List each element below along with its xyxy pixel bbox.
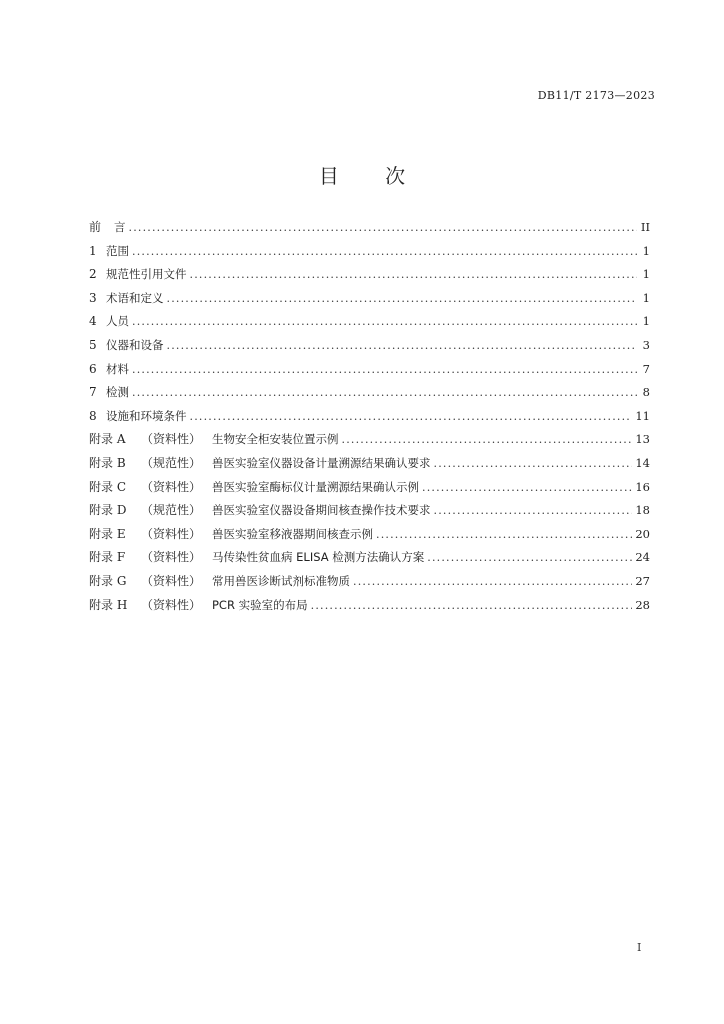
- toc-entry-category: （规范性）: [141, 503, 202, 518]
- toc-entry-category: （规范性）: [141, 455, 202, 470]
- toc-entry[interactable]: [89, 381, 650, 405]
- toc-entry[interactable]: [89, 452, 650, 476]
- toc-entry-number: 附录 F: [89, 550, 126, 565]
- page-number: I: [637, 941, 642, 954]
- toc-entry[interactable]: [89, 499, 650, 523]
- toc-entry-title: 兽医实验室移液器期间核查示例: [212, 526, 373, 541]
- toc-entry-page: 1: [642, 267, 650, 282]
- toc-entry-page: 16: [635, 479, 650, 494]
- toc-entry-title: 兽医实验室酶标仪计量溯源结果确认示例: [212, 479, 419, 494]
- toc-entry-number: 8: [89, 408, 97, 423]
- toc-entry-page: 8: [642, 385, 650, 400]
- toc-entry-page: 27: [635, 573, 650, 588]
- toc-dot-leader: [427, 546, 632, 570]
- toc-entry[interactable]: [89, 476, 650, 500]
- toc-dot-leader: [376, 523, 632, 547]
- toc-entry-title: 兽医实验室仪器设备计量溯源结果确认要求: [212, 455, 431, 470]
- toc-entry-number: 5: [89, 337, 97, 352]
- toc-entry[interactable]: [89, 523, 650, 547]
- toc-entry[interactable]: [89, 546, 650, 570]
- toc-dot-leader: [129, 216, 638, 240]
- toc-entry-number: 前: [89, 220, 102, 234]
- toc-entry-category: （资料性）: [141, 550, 202, 565]
- toc-entry[interactable]: [89, 594, 650, 618]
- toc-entry-page: 20: [635, 526, 650, 541]
- toc-entry-title: 生物安全柜安装位置示例: [212, 432, 339, 447]
- toc-entry-number: 2: [89, 267, 97, 282]
- toc-dot-leader: [353, 570, 632, 594]
- toc-entry-number: 4: [89, 314, 97, 329]
- toc-dot-leader: [434, 452, 633, 476]
- toc-entry[interactable]: [89, 240, 650, 264]
- toc-dot-leader: [132, 240, 637, 264]
- toc-entry-number: 附录 A: [89, 432, 126, 447]
- toc-entry-category: （资料性）: [141, 432, 202, 447]
- toc-entry-page: 1: [642, 243, 650, 258]
- toc-entry[interactable]: [89, 358, 650, 382]
- toc-entry-title: 检测: [106, 385, 129, 400]
- toc-entry-category: （资料性）: [141, 479, 202, 494]
- toc-dot-leader: [167, 334, 638, 358]
- toc-entry-title: 材料: [106, 361, 129, 376]
- toc-entry-title: 设施和环境条件: [106, 408, 187, 423]
- toc-entry-page: 1: [642, 314, 650, 329]
- toc-dot-leader: [190, 263, 638, 287]
- toc-entry[interactable]: [89, 428, 650, 452]
- toc-entry-number: 3: [89, 290, 97, 305]
- toc-entry-number: 附录 C: [89, 479, 126, 494]
- toc-dot-leader: [167, 287, 638, 311]
- toc-entry-title: 范围: [106, 243, 129, 258]
- toc-entry-title: 言: [114, 220, 126, 234]
- toc-entry-page: 24: [635, 550, 650, 565]
- toc-entry-number: 1: [89, 243, 97, 258]
- toc-entry-number: 附录 E: [89, 526, 126, 541]
- toc-entry[interactable]: [89, 310, 650, 334]
- toc-dot-leader: [190, 405, 633, 429]
- toc-dot-leader: [311, 594, 633, 618]
- toc-dot-leader: [434, 499, 633, 523]
- toc-entry[interactable]: [89, 287, 650, 311]
- document-code: DB11/T 2173—2023: [537, 89, 655, 102]
- toc-entry[interactable]: [89, 405, 650, 429]
- toc-entry-title: 常用兽医诊断试剂标准物质: [212, 573, 350, 588]
- table-of-contents: [89, 216, 650, 617]
- toc-entry-title: 术语和定义: [106, 290, 164, 305]
- toc-entry-number: 附录 D: [89, 503, 127, 518]
- toc-entry-number: 附录 B: [89, 455, 126, 470]
- toc-entry-page: 11: [635, 408, 650, 423]
- toc-dot-leader: [422, 476, 632, 500]
- toc-entry-page: 7: [642, 361, 650, 376]
- toc-entry-title: 仪器和设备: [106, 337, 164, 352]
- toc-entry[interactable]: [89, 263, 650, 287]
- toc-entry-title: 马传染性贫血病 ELISA 检测方法确认方案: [212, 550, 425, 565]
- toc-dot-leader: [132, 381, 637, 405]
- toc-entry-page: 28: [635, 597, 650, 612]
- toc-entry-page: II: [640, 220, 650, 234]
- toc-entry-title: PCR 实验室的布局: [212, 597, 308, 612]
- toc-entry-page: 14: [635, 455, 650, 470]
- toc-entry-title: 兽医实验室仪器设备期间核查操作技术要求: [212, 503, 431, 518]
- toc-title: 目 次: [318, 164, 426, 188]
- toc-entry-title: 人员: [106, 314, 129, 329]
- toc-entry-page: 1: [642, 290, 650, 305]
- toc-entry-category: （资料性）: [141, 597, 202, 612]
- toc-entry-category: （资料性）: [141, 526, 202, 541]
- toc-entry[interactable]: [89, 216, 650, 240]
- toc-entry[interactable]: [89, 570, 650, 594]
- toc-entry-page: 18: [635, 503, 650, 518]
- toc-dot-leader: [132, 310, 637, 334]
- toc-entry-number: 6: [89, 361, 97, 376]
- toc-entry-number: 附录 H: [89, 597, 128, 612]
- toc-entry-page: 3: [642, 337, 650, 352]
- toc-entry-page: 13: [635, 432, 650, 447]
- toc-dot-leader: [342, 428, 633, 452]
- toc-entry-number: 附录 G: [89, 573, 127, 588]
- toc-entry-category: （资料性）: [141, 573, 202, 588]
- toc-entry-title: 规范性引用文件: [106, 267, 187, 282]
- toc-entry[interactable]: [89, 334, 650, 358]
- toc-entry-number: 7: [89, 385, 97, 400]
- toc-dot-leader: [132, 358, 637, 382]
